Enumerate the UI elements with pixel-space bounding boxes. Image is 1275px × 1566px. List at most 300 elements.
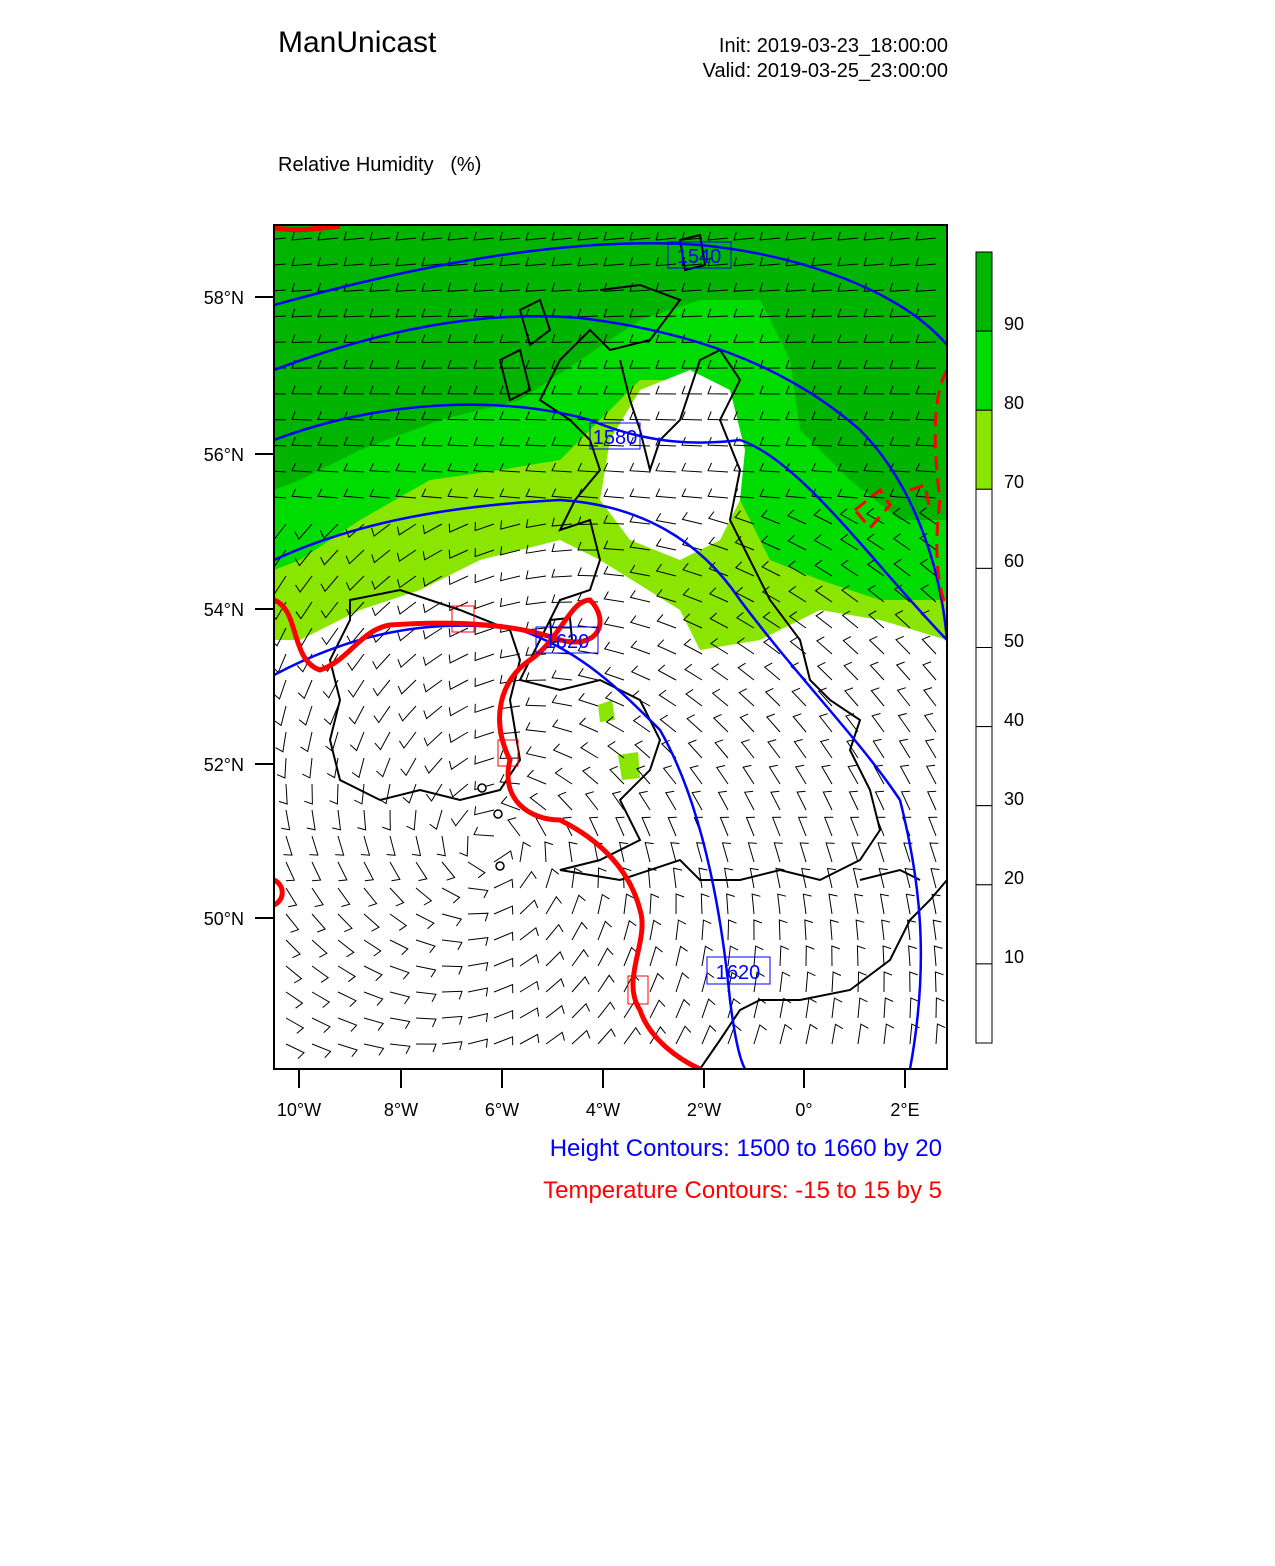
- wind-barb: [382, 810, 390, 830]
- wind-barb: [335, 836, 344, 855]
- wind-barb: [475, 806, 494, 815]
- wind-barb: [286, 1044, 304, 1059]
- wind-barb: [723, 843, 732, 862]
- wind-barb: [475, 730, 494, 739]
- wind-barb: [364, 966, 382, 981]
- wind-barb: [668, 817, 677, 836]
- wind-barb: [390, 940, 408, 955]
- lon-label: 4°W: [585, 1100, 621, 1120]
- wind-barb: [416, 862, 427, 881]
- wind-barb: [376, 758, 390, 777]
- wind-barb: [338, 992, 356, 1007]
- wind-barb: [871, 688, 884, 706]
- wind-barb: [747, 817, 756, 836]
- wind-barb: [424, 732, 442, 746]
- wind-barb: [832, 998, 842, 1018]
- wind-barb: [750, 868, 758, 888]
- wind-barb: [527, 747, 547, 759]
- wind-barb: [494, 959, 513, 968]
- wind-barb: [712, 664, 728, 680]
- wind-barb: [631, 590, 651, 602]
- wind-barb: [361, 836, 370, 855]
- wind-barb: [546, 952, 564, 966]
- wind-barb: [922, 636, 936, 654]
- wind-barb: [797, 791, 806, 810]
- wind-barb: [423, 654, 442, 665]
- wind-barb: [558, 792, 572, 810]
- wind-barb: [286, 940, 300, 958]
- wind-barb: [475, 600, 494, 609]
- wind-barb: [350, 732, 364, 751]
- wind-barb: [398, 602, 416, 614]
- wind-barb: [449, 576, 468, 585]
- wind-barb: [674, 868, 682, 888]
- wind-barb: [423, 628, 442, 639]
- wind-barb: [399, 706, 416, 721]
- wind-barb: [374, 706, 390, 723]
- wind-barb: [284, 836, 293, 855]
- wind-barb: [816, 611, 832, 628]
- wind-barb: [771, 791, 780, 810]
- wind-barb: [390, 888, 404, 906]
- wind-barb: [768, 740, 780, 758]
- wind-barb: [933, 920, 941, 940]
- wind-barb: [475, 574, 494, 583]
- wind-barb: [442, 862, 455, 880]
- wind-barb: [583, 767, 598, 784]
- wind-barb: [475, 652, 494, 661]
- wind-barb: [528, 770, 547, 784]
- wind-barb: [520, 928, 538, 940]
- lat-axis: [255, 297, 274, 918]
- wind-barb: [545, 842, 553, 862]
- wind-barb: [664, 766, 676, 784]
- wind-barb: [910, 972, 918, 992]
- wind-barb: [450, 784, 468, 797]
- wind-barb: [449, 758, 468, 769]
- wind-barb: [806, 1024, 817, 1044]
- wind-barb: [686, 689, 702, 706]
- wind-barb: [312, 862, 321, 881]
- wind-barb: [767, 714, 780, 732]
- height-label-1580: 1580: [592, 427, 638, 449]
- temperature-contour-note: Temperature Contours: -15 to 15 by 5: [543, 1177, 942, 1204]
- wind-barb: [884, 972, 892, 992]
- wind-barb: [803, 894, 811, 914]
- wind-barb: [616, 817, 625, 836]
- wind-barb: [352, 758, 364, 777]
- colorbar-swatch: [976, 252, 992, 331]
- wind-barb: [338, 888, 350, 907]
- wind-barb: [349, 706, 364, 724]
- wind-barb: [286, 888, 297, 907]
- wind-barb: [645, 843, 654, 862]
- wind-barb: [780, 946, 789, 966]
- wind-barb: [853, 869, 861, 889]
- wind-barb: [276, 732, 287, 752]
- wind-barb: [357, 810, 365, 830]
- wind-barb: [848, 765, 858, 784]
- wind-barb: [702, 999, 715, 1018]
- wind-barb: [858, 1024, 868, 1044]
- colorbar-swatch: [976, 727, 992, 806]
- wind-barb: [364, 940, 381, 956]
- wind-barb: [806, 998, 817, 1018]
- wind-barb: [437, 836, 445, 856]
- wind-barb: [416, 1018, 436, 1027]
- wind-barb: [805, 920, 813, 940]
- wind-barb: [604, 592, 624, 603]
- wind-barb: [286, 1018, 303, 1033]
- colorbar-label: 10: [1004, 947, 1025, 967]
- wind-barb: [552, 695, 572, 706]
- wind-barb: [899, 714, 911, 733]
- wind-barb: [926, 739, 936, 758]
- wind-barb: [580, 718, 598, 732]
- wind-barb: [924, 688, 936, 706]
- wind-barb: [754, 920, 762, 940]
- wind-barb: [754, 1025, 767, 1044]
- lon-label: 10°W: [276, 1100, 322, 1120]
- wind-barb: [425, 758, 442, 773]
- lat-label: 50°N: [203, 909, 244, 929]
- wind-barb: [322, 628, 338, 644]
- lon-label: 0°: [795, 1100, 813, 1120]
- wind-barb: [927, 765, 936, 784]
- colorbar-swatch: [976, 648, 992, 727]
- wind-barb: [676, 920, 686, 940]
- wind-barb: [526, 672, 546, 680]
- wind-barb: [449, 732, 468, 742]
- init-time: Init: 2019-03-23_18:00:00: [718, 35, 948, 57]
- wind-barb: [845, 688, 858, 706]
- wind-barb: [569, 842, 577, 862]
- wind-barb: [639, 791, 650, 810]
- wind-barb: [727, 894, 735, 914]
- rh-patch-irish-sea: [598, 700, 615, 722]
- wind-barb: [338, 914, 352, 932]
- wind-barb: [876, 791, 885, 810]
- wind-barb: [719, 791, 729, 810]
- wind-barb: [520, 1034, 539, 1044]
- wind-barb: [906, 894, 914, 914]
- wind-barb: [494, 906, 513, 915]
- colorbar-label: 90: [1004, 314, 1025, 334]
- wind-barb: [330, 784, 339, 804]
- wind-barb: [743, 765, 754, 784]
- wind-barb: [364, 914, 379, 931]
- wind-barb: [598, 975, 614, 992]
- wind-barb: [624, 894, 634, 914]
- wind-barb: [442, 888, 460, 903]
- wind-barb: [449, 680, 468, 689]
- wind-barb: [459, 836, 468, 856]
- wind-barb: [375, 732, 390, 750]
- wind-barb: [312, 914, 325, 932]
- wind-barb: [312, 1018, 330, 1033]
- wind-barb: [928, 791, 937, 810]
- wind-barb: [520, 982, 539, 993]
- wind-barb: [390, 992, 409, 1004]
- wind-barb: [572, 977, 589, 992]
- wind-barb: [632, 666, 650, 680]
- wind-barb: [475, 678, 494, 687]
- wind-barb: [725, 868, 733, 888]
- wind-barb: [451, 810, 468, 826]
- wind-barb: [412, 836, 420, 856]
- wind-barb: [304, 784, 312, 804]
- wind-barb: [416, 966, 436, 977]
- wind-barb: [468, 1014, 488, 1022]
- wind-barb: [442, 914, 461, 926]
- wind-barb: [826, 843, 835, 862]
- wind-barb: [769, 765, 780, 784]
- wind-barb: [494, 879, 513, 888]
- wind-barb: [821, 739, 832, 758]
- map-area: [266, 225, 947, 1069]
- wind-barb: [742, 740, 754, 758]
- wind-barb: [690, 766, 702, 784]
- wind-barb: [390, 862, 400, 881]
- wind-barb: [286, 966, 302, 983]
- wind-barb: [598, 921, 612, 940]
- wind-barb: [579, 693, 598, 706]
- wind-barb: [872, 714, 884, 733]
- wind-barb: [896, 636, 910, 654]
- wind-barb: [520, 842, 531, 862]
- wind-barb: [552, 569, 572, 577]
- wind-barb: [526, 596, 546, 604]
- wind-barb: [299, 706, 312, 725]
- wind-barb: [387, 836, 396, 855]
- wind-barb: [474, 827, 494, 836]
- wind-barb: [624, 1028, 641, 1044]
- wind-barb: [364, 1044, 384, 1055]
- wind-barb: [449, 706, 468, 716]
- wind-barb: [338, 1044, 357, 1057]
- wind-barb: [338, 940, 354, 957]
- wind-barb: [793, 714, 806, 732]
- wind-barb: [778, 894, 786, 914]
- wind-barb: [390, 1018, 410, 1029]
- lat-label: 54°N: [203, 600, 244, 620]
- wind-barb: [676, 1000, 690, 1018]
- wind-barb: [685, 664, 702, 680]
- wind-barb: [699, 868, 707, 888]
- wind-barb: [390, 1044, 410, 1054]
- wind-barb: [338, 862, 347, 881]
- wind-barb: [416, 992, 436, 1002]
- wind-barb: [468, 988, 488, 996]
- wind-barb: [658, 640, 676, 654]
- wind-barb: [794, 740, 806, 759]
- wind-barb: [552, 543, 572, 551]
- wind-barb: [312, 888, 323, 907]
- wind-barb: [901, 765, 911, 784]
- wind-barb: [494, 932, 513, 941]
- wind-barb: [800, 843, 809, 862]
- wind-barb: [332, 810, 340, 830]
- wind-barb: [858, 998, 868, 1018]
- wind-barb: [881, 894, 889, 914]
- colorbar-label: 40: [1004, 710, 1025, 730]
- wind-barb: [870, 636, 884, 654]
- wind-barb: [520, 900, 538, 914]
- wind-barb: [897, 662, 910, 680]
- wind-barb: [642, 817, 651, 836]
- wind-barb: [852, 843, 861, 862]
- wind-barb: [424, 706, 442, 719]
- colorbar-label: 80: [1004, 393, 1025, 413]
- wind-barb: [520, 872, 536, 888]
- wind-barb: [714, 714, 728, 732]
- wind-barb: [307, 810, 315, 830]
- wind-barb: [717, 766, 728, 785]
- wind-barb: [701, 894, 709, 914]
- wind-barb: [879, 869, 888, 888]
- wind-barb: [660, 715, 676, 732]
- height-label-1540: 1540: [676, 246, 722, 268]
- wind-barb: [572, 950, 588, 966]
- height-contour-note: Height Contours: 1500 to 1660 by 20: [549, 1135, 942, 1162]
- colorbar-swatch: [976, 964, 992, 1043]
- wind-barb: [508, 818, 520, 836]
- wind-barb: [657, 615, 676, 629]
- colorbar-swatch: [976, 410, 992, 489]
- wind-barb: [572, 923, 587, 941]
- wind-barb: [666, 791, 676, 810]
- wind-barb: [555, 768, 572, 784]
- colorbar-label: 70: [1004, 472, 1025, 492]
- colorbar-labels: [1004, 314, 1024, 967]
- height-label-1620-south: 1620: [715, 962, 761, 984]
- colorbar-label: 60: [1004, 551, 1025, 571]
- lon-axis: [299, 1069, 905, 1088]
- wind-barb: [598, 948, 613, 966]
- colorbar-swatch: [976, 806, 992, 885]
- wind-barb: [830, 920, 838, 940]
- wind-barb: [898, 688, 910, 706]
- wind-barb: [468, 938, 488, 946]
- wind-barb: [829, 894, 837, 914]
- wind-barb: [449, 654, 468, 663]
- wind-barb: [494, 1037, 513, 1046]
- wind-barb: [390, 966, 409, 979]
- wind-barb: [552, 670, 572, 680]
- wind-barb: [796, 765, 806, 784]
- wind-barb: [442, 966, 462, 975]
- wind-barb: [779, 920, 787, 940]
- wind-barb: [929, 817, 938, 836]
- wind-barb: [526, 571, 546, 579]
- wind-barb: [799, 817, 808, 836]
- wind-barb: [546, 869, 559, 888]
- wind-barb: [905, 869, 914, 888]
- wind-barb: [818, 662, 832, 680]
- wind-barb: [825, 817, 834, 836]
- wind-barb: [844, 662, 858, 680]
- wind-barb: [501, 598, 521, 607]
- height-label-1620-north: 1620: [544, 631, 590, 653]
- lon-label: 6°W: [484, 1100, 520, 1120]
- wind-barb: [780, 1025, 792, 1044]
- wind-barb: [494, 851, 513, 862]
- wind-barb: [676, 894, 684, 914]
- wind-barb: [501, 572, 520, 580]
- wind-barb: [828, 869, 837, 889]
- wind-barb: [739, 689, 754, 706]
- wind-barb: [416, 940, 435, 953]
- wind-barb: [309, 836, 318, 855]
- wind-barb: [572, 1031, 590, 1045]
- lon-label: 2°W: [686, 1100, 722, 1120]
- wind-barb: [373, 654, 390, 669]
- wind-barb: [849, 791, 858, 810]
- wind-barb: [364, 1018, 383, 1030]
- wind-barb: [520, 1008, 539, 1018]
- lat-label: 58°N: [203, 288, 244, 308]
- wind-barb: [689, 740, 703, 758]
- colorbar-label: 20: [1004, 868, 1025, 888]
- wind-barb: [416, 1044, 436, 1052]
- wind-barb: [613, 792, 624, 811]
- wind-barb: [364, 888, 377, 906]
- wind-barb: [738, 663, 754, 680]
- wind-barb: [390, 914, 406, 930]
- wind-barb: [822, 765, 832, 784]
- wind-barb: [398, 680, 416, 694]
- wind-barb: [650, 894, 659, 914]
- wind-barb: [884, 998, 893, 1018]
- lat-label: 52°N: [203, 755, 244, 775]
- wind-barb: [598, 1002, 615, 1018]
- wind-barb: [745, 791, 754, 810]
- wind-barb: [752, 894, 760, 914]
- colorbar-label: 30: [1004, 789, 1025, 809]
- wind-barb: [546, 925, 563, 940]
- wind-barb: [671, 843, 680, 862]
- lat-labels: [204, 288, 244, 929]
- wind-barb: [302, 758, 312, 778]
- wind-barb: [740, 714, 754, 732]
- wind-barb: [279, 784, 287, 804]
- wind-barb: [792, 688, 806, 706]
- wind-barb: [715, 740, 728, 758]
- wind-barb: [312, 966, 328, 982]
- wind-barb: [442, 991, 462, 999]
- wind-barb: [909, 946, 917, 966]
- wind-barb: [676, 973, 689, 992]
- wind-barb: [581, 742, 598, 758]
- colorbar-swatch: [976, 568, 992, 647]
- wind-barb: [882, 920, 890, 940]
- wind-barb: [546, 897, 562, 914]
- wind-barb: [407, 810, 417, 830]
- colorbar-label: 50: [1004, 631, 1025, 651]
- wind-barb: [312, 992, 329, 1008]
- model-title: ManUnicast: [278, 26, 437, 59]
- wind-barb: [416, 914, 434, 929]
- wind-barb: [687, 715, 702, 732]
- wind-barb: [298, 680, 312, 698]
- wind-barb: [851, 817, 860, 836]
- wind-barb: [780, 972, 790, 992]
- wind-barb: [572, 868, 582, 888]
- wind-barb: [930, 843, 939, 862]
- lon-labels: [277, 1100, 920, 1120]
- low-centre-markers: [478, 784, 504, 870]
- wind-barb: [475, 704, 494, 713]
